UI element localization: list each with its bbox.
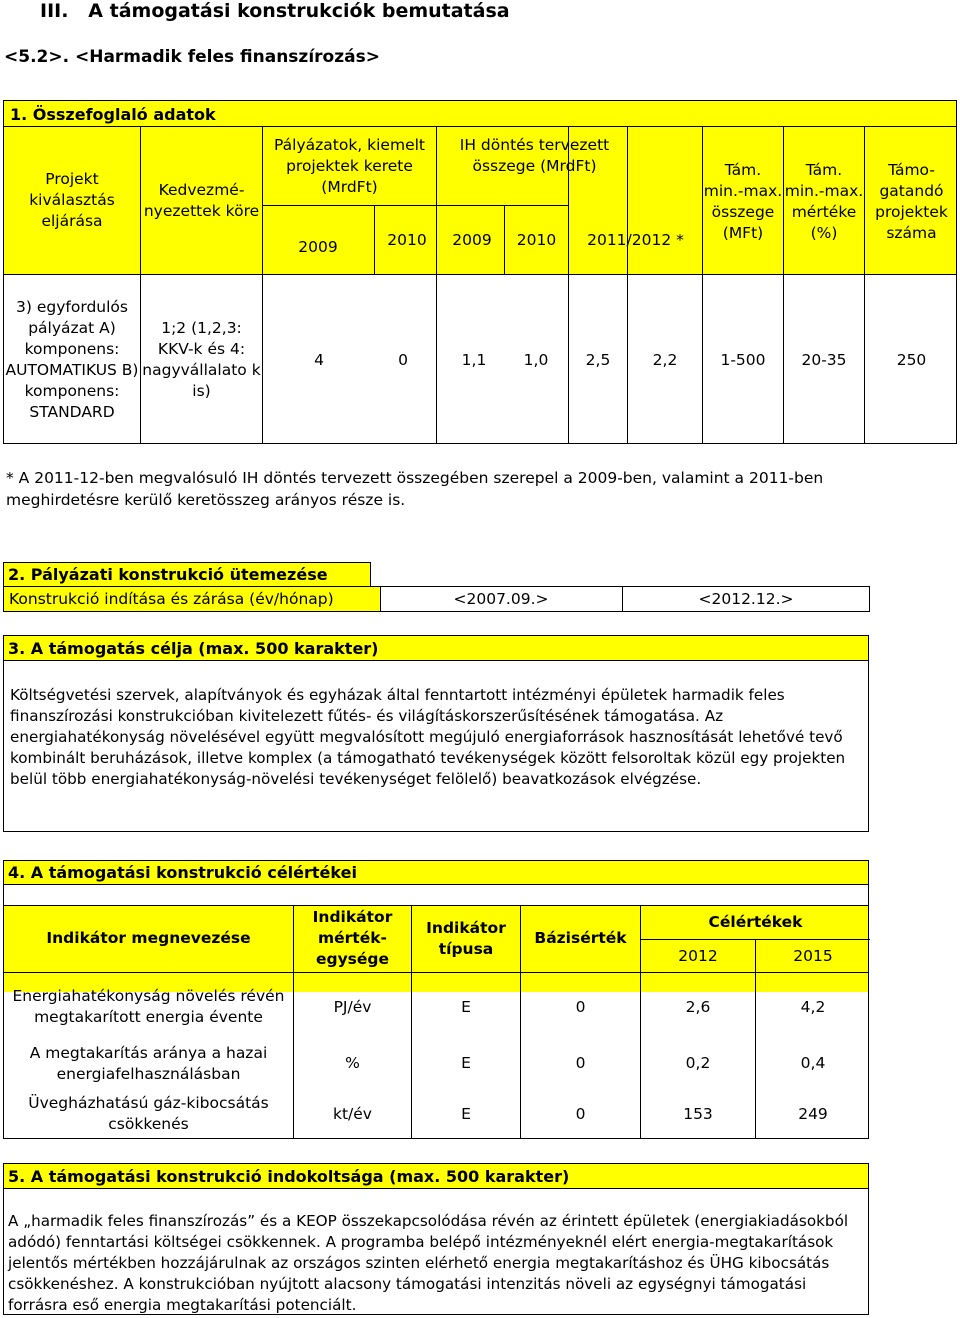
indicator-row-2-mertek: % <box>345 1054 360 1072</box>
header-tam-mertek: Tám. min.-max. mértéke (%) <box>784 161 864 242</box>
indicator-row-3-2012: 153 <box>683 1104 713 1123</box>
section3-text: Költségvetési szervek, alapítványok és egyházak által fenntartott intézményi épületek harmadik feles finanszírozási konstrukcióban kivitelezett fűtés- és világításkorszerűsítésének támogatása. Az energiahatékonyság növelésével együtt megvalósított megújuló energiaforrások hasznosítását lehetővé tevő kombinált beruházások, illetve komplex (a támogatható tevékenységek között felsoroltak közül egy projekten belül több energiahatékonyság-növelési tevékenységet felölelő) beavatkozások elvégzése. <box>3 660 869 832</box>
header-indikator-mertek: Indikátor mérték-egysége <box>312 908 393 968</box>
indicator-row-1-2012: 2,6 <box>685 997 711 1016</box>
header-kedvezmenyezettek: Kedvezmé-nyezettek köre <box>143 180 260 220</box>
row-tam-osszeg: 1-500 <box>720 350 766 369</box>
header-indikator-tipus: Indikátor típusa <box>426 918 506 958</box>
header-2012: 2012 <box>678 946 718 965</box>
schedule-end: <2012.12.> <box>622 586 870 612</box>
row-kedvezmenyezettek: 1;2 (1,2,3: KKV-k és 4: nagyvállalato k is) <box>142 319 261 400</box>
schedule-label: Konstrukció indítása és zárása (év/hónap) <box>3 586 381 612</box>
indicator-row-1-bazis: 0 <box>575 997 586 1016</box>
indicator-row-2-bazis: 0 <box>575 1054 586 1072</box>
header-2010b: 2010 <box>516 230 557 249</box>
section2-title: 2. Pályázati konstrukció ütemezése <box>3 562 371 587</box>
row-2009b: 1,1 <box>461 350 487 369</box>
schedule-start: <2007.09.> <box>380 586 623 612</box>
row-2011: 2,5 <box>585 350 611 369</box>
row-projekt: 3) egyfordulós pályázat A) komponens: AUTOMATIKUS B) komponens: STANDARD <box>5 298 139 421</box>
heading-number: III. <box>40 0 69 22</box>
indicator-row-1-tipus: E <box>461 997 471 1016</box>
indicator-row-3-2015: 249 <box>798 1104 828 1123</box>
indicator-row-2-2015: 0,4 <box>800 1054 826 1072</box>
footnote: * A 2011-12-ben megvalósuló IH döntés tervezett összegében szerepel a 2009-ben, valamint a 2011-ben meghirdetésre kerülő keretösszeg arányos része is. <box>6 469 824 509</box>
indicator-row-3-nev: Üvegházhatású gáz-kibocsátás csökkenés <box>28 1094 269 1133</box>
header-projekt: Projekt kiválasztás eljárása <box>29 170 115 230</box>
row-tamogatando: 250 <box>896 350 927 369</box>
section1-title: 1. Összefoglaló adatok <box>3 100 957 127</box>
indicator-row-3-tipus: E <box>461 1104 471 1123</box>
indicator-row-2-nev: A megtakarítás aránya a hazai energiafelhasználásban <box>29 1043 268 1083</box>
row-2010a: 0 <box>398 350 408 369</box>
header-2011: 2011/2012 * <box>587 230 684 249</box>
header-2009b: 2009 <box>452 230 492 249</box>
section-heading <box>40 0 510 22</box>
indicator-row-2-tipus: E <box>461 1054 471 1072</box>
section5-text: A „harmadik feles finanszírozás” és a KEOP összekapcsolódása révén az érintett épületek (energiakiadásokból adódó) fenntartási költségei csökkennek. A programba belépő intézményeknél elért energia-megtakarítások jelentős mértékben hozzájárulnak az országos szinten elérhető energia megtakarításhoz és ÜHG kibocsátás csökkenéshez. A konstrukcióban nyújtott alacsony támogatási intenzitás növeli az egységnyi támogatási forrásra eső energia megtakarítási potenciált. <box>3 1188 869 1315</box>
indicator-row-1-mertek: PJ/év <box>333 997 372 1016</box>
section4-title: 4. A támogatási konstrukció célértékei <box>3 860 869 885</box>
header-palyazatok: Pályázatok, kiemelt projektek kerete (MrdFt) <box>274 136 425 196</box>
indicator-row-3-mertek: kt/év <box>333 1104 372 1123</box>
header-2010a: 2010 <box>387 230 427 249</box>
row-tam-mertek: 20-35 <box>801 350 847 369</box>
section3-title: 3. A támogatás célja (max. 500 karakter) <box>3 635 869 661</box>
summary-table <box>3 126 957 444</box>
header-celertekek: Célértékek <box>708 912 803 931</box>
header-2015: 2015 <box>793 946 833 965</box>
heading-title: A támogatási konstrukciók bemutatása <box>88 0 510 22</box>
section5-title: 5. A támogatási konstrukció indokoltsága (max. 500 karakter) <box>3 1163 869 1189</box>
indicator-row-1-2015: 4,2 <box>800 997 826 1016</box>
indicator-table <box>3 884 869 1139</box>
header-indikator-nev: Indikátor megnevezése <box>46 929 251 947</box>
indicator-row-2-2012: 0,2 <box>685 1054 711 1072</box>
indicator-row-3-bazis: 0 <box>575 1104 586 1123</box>
indicator-row-1-nev: Energiahatékonyság növelés révén megtakarított energia évente <box>12 987 285 1026</box>
header-ih: IH döntés tervezett összege (MrdFt) <box>459 136 610 175</box>
row-2010b: 1,0 <box>523 350 549 369</box>
subheading: <5.2>. <Harmadik feles finanszírozás> <box>4 47 380 67</box>
header-tamogatando: Támo-gatandó projektek száma <box>875 161 948 242</box>
header-tam-osszeg: Tám. min.-max. összege (MFt) <box>703 161 783 242</box>
header-bazisertek: Bázisérték <box>534 929 627 947</box>
row-2009a: 4 <box>314 350 324 369</box>
row-extra: 2,2 <box>652 350 678 369</box>
header-2009a: 2009 <box>298 237 338 256</box>
